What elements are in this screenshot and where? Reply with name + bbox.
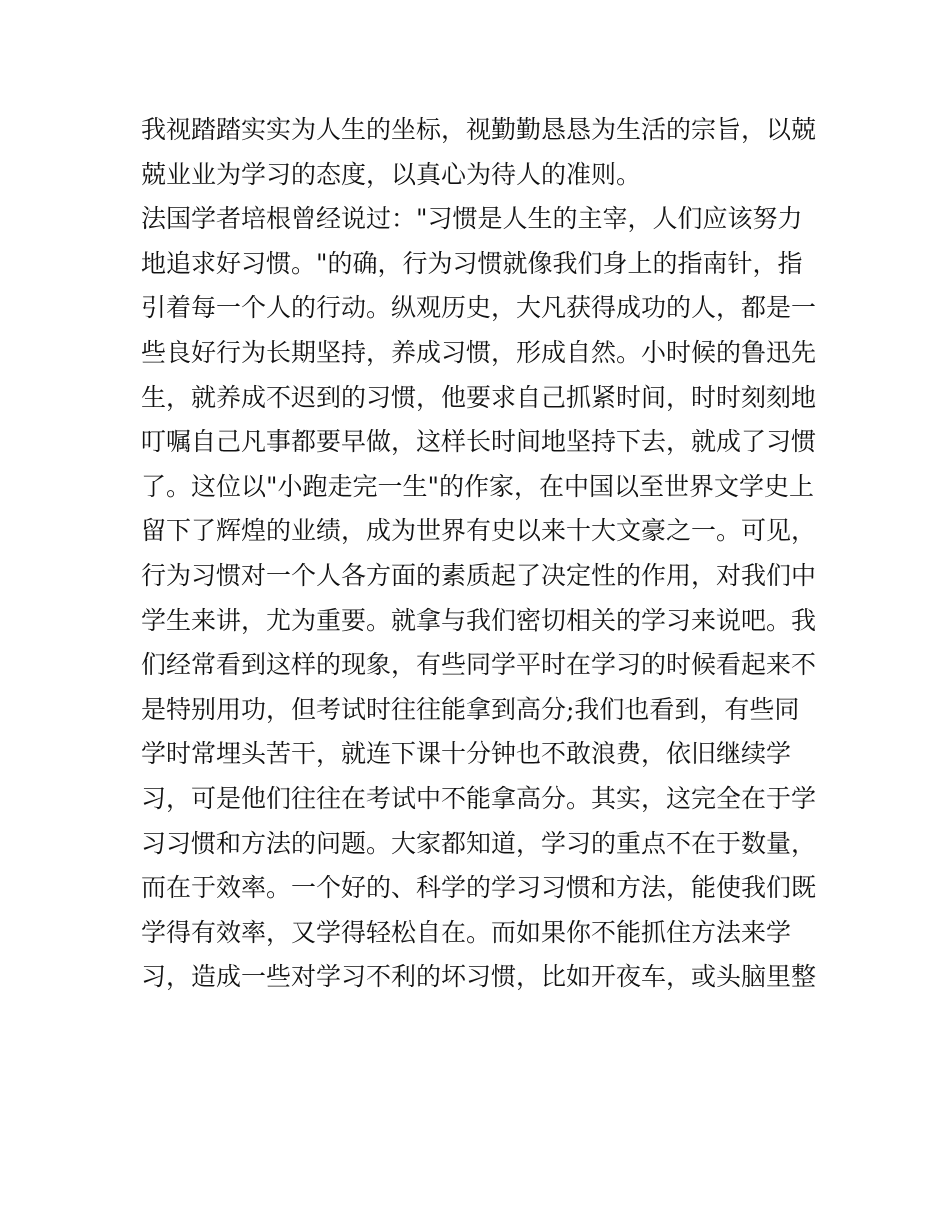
text-line: 是特别用功，但考试时往往能拿到高分;我们也看到，有些同 <box>141 694 800 724</box>
text-line: 学生来讲，尤为重要。就拿与我们密切相关的学习来说吧。我 <box>141 605 817 635</box>
text-line: 习，造成一些对学习不利的坏习惯，比如开夜车，或头脑里整 <box>141 962 817 992</box>
text-line: 们经常看到这样的现象，有些同学平时在学习的时候看起来不 <box>141 650 817 680</box>
text-line: 习，可是他们往往在考试中不能拿高分。其实，这完全在于学 <box>141 783 817 813</box>
text-line: 习习惯和方法的问题。大家都知道，学习的重点不在于数量， <box>141 828 817 858</box>
text-line: 兢业业为学习的态度，以真心为待人的准则。 <box>141 159 642 189</box>
text-line: 生，就养成不迟到的习惯，他要求自己抓紧时间，时时刻刻地 <box>141 382 817 412</box>
text-line: 而在于效率。一个好的、科学的学习习惯和方法，能使我们既 <box>141 873 817 903</box>
body-text <box>141 108 821 1000</box>
text-line: 法国学者培根曾经说过："习惯是人生的主宰，人们应该努力 <box>141 204 803 234</box>
text-line: 些良好行为长期坚持，养成习惯，形成自然。小时候的鲁迅先 <box>141 337 817 367</box>
text-line: 学时常埋头苦干，就连下课十分钟也不敢浪费，依旧继续学 <box>141 739 792 769</box>
text-line: 引着每一个人的行动。纵观历史，大凡获得成功的人，都是一 <box>141 293 817 323</box>
text-line: 叮嘱自己凡事都要早做，这样长时间地坚持下去，就成了习惯 <box>141 427 817 457</box>
text-line: 留下了辉煌的业绩，成为世界有史以来十大文豪之一。可见， <box>141 516 817 546</box>
text-line: 行为习惯对一个人各方面的素质起了决定性的作用，对我们中 <box>141 560 817 590</box>
text-line: 学得有效率，又学得轻松自在。而如果你不能抓住方法来学 <box>141 917 792 947</box>
text-line: 了。这位以"小跑走完一生"的作家，在中国以至世界文学史上 <box>141 471 815 501</box>
text-line: 我视踏踏实实为人生的坐标，视勤勤恳恳为生活的宗旨，以兢 <box>141 115 817 144</box>
text-line: 地追求好习惯。"的确，行为习惯就像我们身上的指南针，指 <box>141 248 803 278</box>
